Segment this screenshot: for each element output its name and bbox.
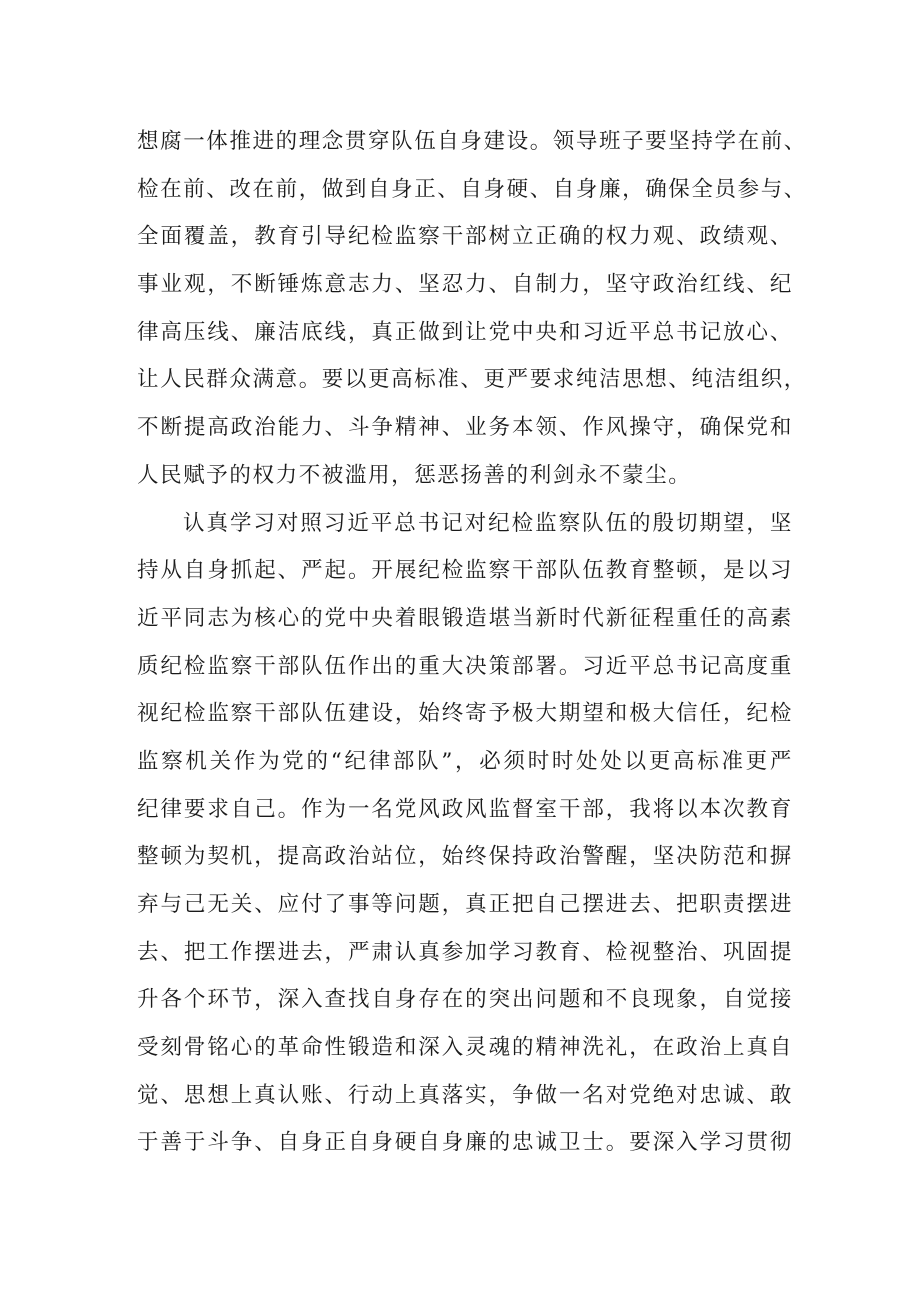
paragraph-line: 检在前、改在前，做到自身正、自身硬、自身廉，确保全员参与、 <box>137 176 807 202</box>
paragraph-line: 整顿为契机，提高政治站位，始终保持政治警醒，坚决防范和摒 <box>137 844 793 870</box>
paragraph-line: 质纪检监察干部队伍作出的重大决策部署。习近平总书记高度重 <box>137 653 793 679</box>
paragraph-line: 全面覆盖，教育引导纪检监察干部树立正确的权力观、政绩观、 <box>137 224 793 250</box>
paragraph-line: 事业观，不断锤炼意志力、坚忍力、自制力，坚守政治红线、纪 <box>137 272 793 298</box>
paragraph-line: 不断提高政治能力、斗争精神、业务本领、作风操守，确保党和 <box>137 415 793 441</box>
paragraph-1 <box>137 118 807 500</box>
paragraph-line: 人民赋予的权力不被滥用，惩恶扬善的利剑永不蒙尘。 <box>137 462 692 488</box>
paragraph-line: 近平同志为核心的党中央着眼锻造堪当新时代新征程重任的高素 <box>137 605 793 631</box>
paragraph-line: 升各个环节，深入查找自身存在的突出问题和不良现象，自觉接 <box>137 987 793 1013</box>
paragraph-line: 律高压线、廉洁底线，真正做到让党中央和习近平总书记放心、 <box>137 319 793 345</box>
body-text <box>137 118 807 1167</box>
paragraph-line: 认真学习对照习近平总书记对纪检监察队伍的殷切期望，坚 <box>183 510 793 536</box>
paragraph-line: 想腐一体推进的理念贯穿队伍自身建设。领导班子要坚持学在前、 <box>137 129 807 154</box>
paragraph-line: 受刻骨铭心的革命性锻造和深入灵魂的精神洗礼，在政治上真自 <box>137 1035 793 1061</box>
paragraph-line: 持从自身抓起、严起。开展纪检监察干部队伍教育整顿，是以习 <box>137 558 793 584</box>
paragraph-line: 弃与己无关、应付了事等问题，真正把自己摆进去、把职责摆进 <box>137 892 793 917</box>
paragraph-line: 去、把工作摆进去，严肃认真参加学习教育、检视整治、巩固提 <box>137 939 793 965</box>
paragraph-line: 于善于斗争、自身正自身硬自身廉的忠诚卫士。要深入学习贯彻 <box>137 1130 793 1156</box>
paragraph-2 <box>137 500 793 1168</box>
paragraph-line: 视纪检监察干部队伍建设，始终寄予极大期望和极大信任，纪检 <box>137 701 793 727</box>
paragraph-line: 监察机关作为党的“纪律部队”，必须时时处处以更高标准更严 <box>137 748 793 774</box>
paragraph-line: 让人民群众满意。要以更高标准、更严要求纯洁思想、纯洁组织， <box>137 367 807 393</box>
paragraph-line: 纪律要求自己。作为一名党风政风监督室干部，我将以本次教育 <box>137 796 793 822</box>
paragraph-line: 觉、思想上真认账、行动上真落实，争做一名对党绝对忠诚、敢 <box>137 1082 793 1108</box>
